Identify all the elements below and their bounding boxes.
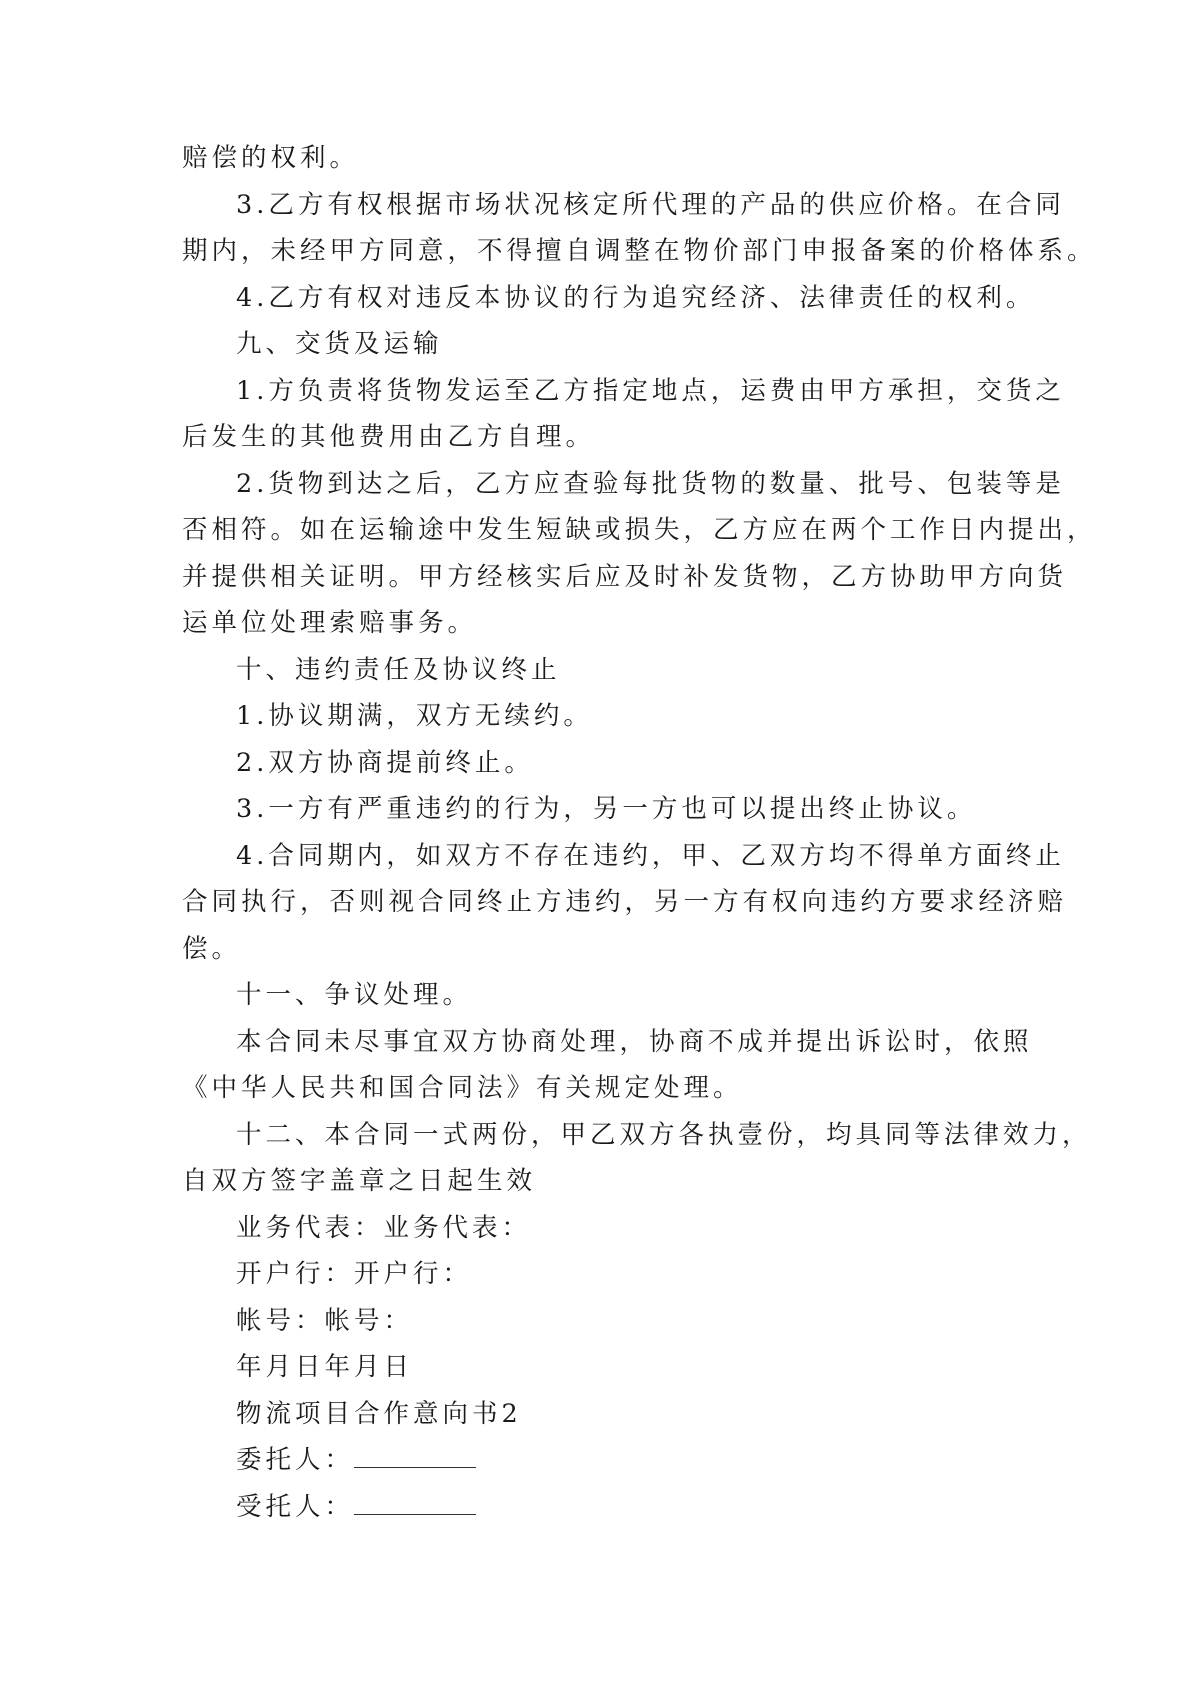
clause-9-2: 2.货物到达之后，乙方应查验每批货物的数量、批号、包装等是: [236, 468, 1065, 499]
next-document-title: 物流项目合作意向书2: [236, 1398, 522, 1429]
clause-8-3: 3.乙方有权根据市场状况核定所代理的产品的供应价格。在合同: [236, 189, 1065, 220]
clause-10-4: 4.合同期内，如双方不存在违约，甲、乙双方均不得单方面终止: [236, 840, 1065, 871]
text-line: 并提供相关证明。甲方经核实后应及时补发货物，乙方协助甲方向货: [182, 561, 1068, 592]
text-line: 偿。: [182, 933, 242, 964]
clause-11-body: 本合同未尽事宜双方协商处理，协商不成并提出诉讼时，依照: [236, 1026, 1033, 1057]
clause-10-1: 1.协议期满，双方无续约。: [236, 701, 593, 731]
agent-label: 受托人：: [236, 1491, 355, 1522]
text-line: 《中华人民共和国合同法》有关规定处理。: [182, 1073, 743, 1103]
section-heading-10: 十、违约责任及协议终止: [236, 654, 561, 685]
principal-blank: [354, 1445, 476, 1468]
text-line: 否相符。如在运输途中发生短缺或损失，乙方应在两个工作日内提出，: [182, 515, 1097, 545]
clause-9-1: 1.方负责将货物发运至乙方指定地点，运费由甲方承担，交货之: [236, 375, 1065, 406]
section-heading-9: 九、交货及运输: [236, 329, 443, 359]
principal-line: [182, 1437, 1012, 1484]
clause-10-3: 3.一方有严重违约的行为，另一方也可以提出终止协议。: [236, 794, 977, 824]
bank-line: 开户行：开户行：: [236, 1259, 473, 1289]
account-line: 帐号：帐号：: [236, 1305, 414, 1336]
business-rep-line: 业务代表：业务代表：: [236, 1212, 532, 1243]
text-line: 赔偿的权利。: [182, 143, 360, 173]
agent-blank: [354, 1492, 476, 1515]
text-line: 自双方签字盖章之日起生效: [182, 1166, 537, 1196]
text-line: 合同执行，否则视合同终止方违约，另一方有权向违约方要求经济赔: [182, 887, 1068, 917]
clause-10-2: 2.双方协商提前终止。: [236, 747, 534, 778]
clause-8-4: 4.乙方有权对违反本协议的行为追究经济、法律责任的权利。: [236, 282, 1036, 313]
text-line: 后发生的其他费用由乙方自理。: [182, 422, 596, 452]
text-line: 运单位处理索赔事务。: [182, 608, 478, 638]
section-heading-12: 十二、本合同一式两份，甲乙双方各执壹份，均具同等法律效力，: [236, 1119, 1092, 1150]
date-line: 年月日年月日: [236, 1352, 414, 1382]
document-body: [182, 135, 1097, 1530]
agent-line: [182, 1484, 1012, 1531]
text-line: 期内，未经甲方同意，不得擅自调整在物价部门申报备案的价格体系。: [182, 236, 1097, 266]
principal-label: 委托人：: [236, 1445, 355, 1475]
section-heading-11: 十一、争议处理。: [236, 980, 473, 1010]
